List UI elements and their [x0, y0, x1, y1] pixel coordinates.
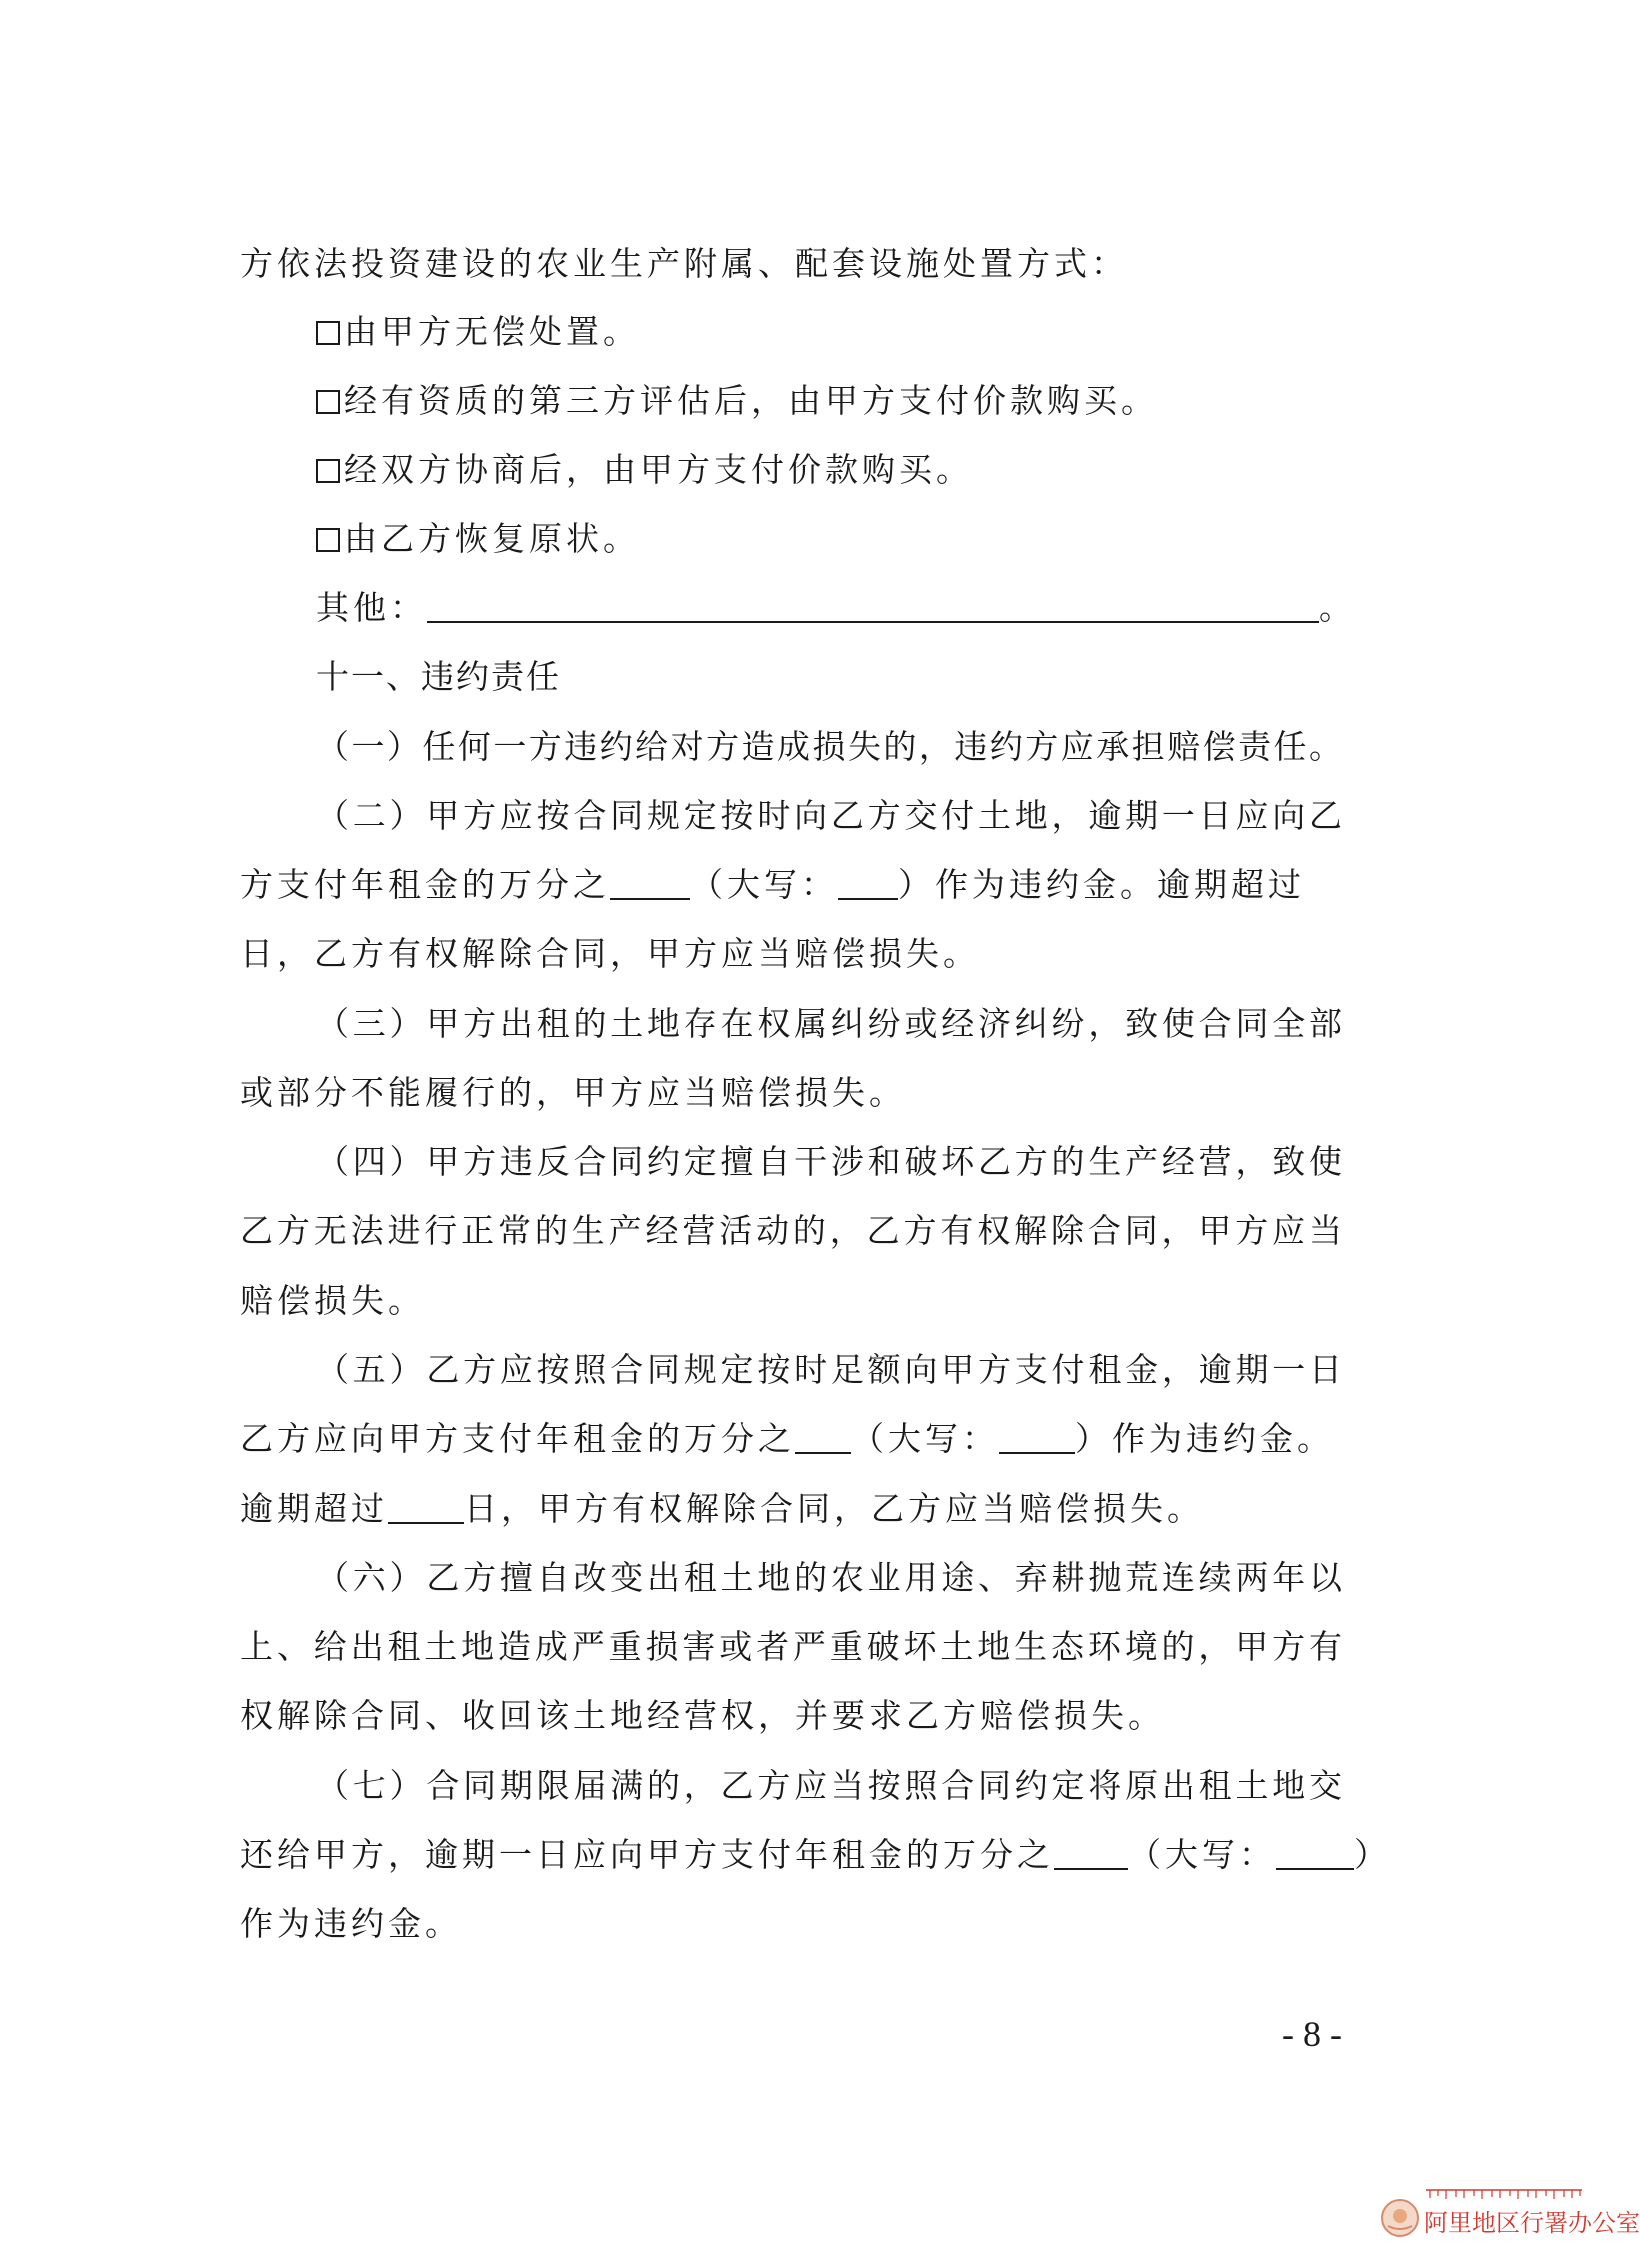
option-text: 由乙方恢复原状。: [344, 519, 640, 558]
other-end: 。: [1319, 588, 1356, 627]
amount-blank[interactable]: [838, 868, 898, 900]
clause-6-line-2: 上、给出租土地造成严重损害或者严重破坏土地生态环境的，甲方有: [240, 1627, 1342, 1666]
clause-4-line-2: 乙方无法进行正常的生产经营活动的，乙方有权解除合同，甲方应当: [240, 1211, 1342, 1250]
clause-4-line-3: 赔偿损失。: [240, 1281, 425, 1320]
option-3: [316, 450, 1342, 490]
clause-2-line-1: （二）甲方应按合同规定按时向乙方交付土地，逾期一日应向乙: [316, 796, 1342, 835]
checkbox[interactable]: [316, 390, 340, 414]
checkbox[interactable]: [316, 321, 340, 345]
text: （大写：: [851, 1419, 999, 1458]
option-4: [316, 519, 1342, 559]
clause-6-line-3: 权解除合同、收回该土地经营权，并要求乙方赔偿损失。: [240, 1696, 1165, 1735]
office-watermark: [1380, 2184, 1640, 2245]
clause-3-line-1: （三）甲方出租的土地存在权属纠纷或经济纠纷，致使合同全部: [316, 1004, 1342, 1043]
clause-5-line-2: [240, 1419, 1342, 1459]
rate-blank[interactable]: [795, 1422, 851, 1454]
other-line: [316, 588, 1356, 628]
text: 乙方应向甲方支付年租金的万分之: [240, 1419, 795, 1458]
clause-7-line-3: 作为违约金。: [240, 1904, 462, 1943]
clause-1: （一）任何一方违约给对方造成损失的，违约方应承担赔偿责任。: [316, 727, 1342, 766]
other-label: 其他：: [316, 588, 427, 627]
days-blank[interactable]: [388, 1492, 464, 1524]
checkbox[interactable]: [316, 459, 340, 483]
emblem-icon: [1380, 2198, 1420, 2238]
option-1: [316, 312, 1342, 352]
option-text: 经双方协商后，由甲方支付价款购买。: [344, 450, 973, 489]
clause-2-line-3: 日，乙方有权解除合同，甲方应当赔偿损失。: [240, 934, 980, 973]
other-blank[interactable]: [427, 591, 1319, 623]
clause-2-line-2: [240, 865, 1342, 905]
text: （大写：: [690, 865, 838, 904]
clause-7-line-1: （七）合同期限届满的，乙方应当按照合同约定将原出租土地交: [316, 1766, 1342, 1805]
text: ）: [1354, 1835, 1391, 1874]
text: ）作为违约金。逾期超过: [898, 865, 1305, 904]
option-2: [316, 381, 1342, 421]
clause-5-line-1: （五）乙方应按照合同规定按时足额向甲方支付租金，逾期一日: [316, 1350, 1342, 1389]
amount-blank[interactable]: [999, 1422, 1075, 1454]
rate-blank[interactable]: [610, 868, 690, 900]
text: 还给甲方，逾期一日应向甲方支付年租金的万分之: [240, 1835, 1054, 1874]
text: （大写：: [1128, 1835, 1276, 1874]
tibetan-script-decoration: [1424, 2186, 1584, 2202]
clause-5-line-3: [240, 1489, 1342, 1529]
page-number: - 8 -: [1282, 2014, 1342, 2054]
clause-4-line-1: （四）甲方违反合同约定擅自干涉和破坏乙方的生产经营，致使: [316, 1142, 1342, 1181]
clause-3-line-2: 或部分不能履行的，甲方应当赔偿损失。: [240, 1073, 906, 1112]
text: 逾期超过: [240, 1489, 388, 1528]
option-text: 经有资质的第三方评估后，由甲方支付价款购买。: [344, 381, 1158, 420]
amount-blank[interactable]: [1276, 1838, 1354, 1870]
rate-blank[interactable]: [1054, 1838, 1128, 1870]
watermark-text: 阿里地区行署办公室: [1424, 2209, 1640, 2237]
checkbox[interactable]: [316, 528, 340, 552]
continuation-line: 方依法投资建设的农业生产附属、配套设施处置方式：: [240, 244, 1128, 283]
clause-7-line-2: [240, 1835, 1391, 1875]
text: 方支付年租金的万分之: [240, 865, 610, 904]
text: ）作为违约金。: [1075, 1419, 1334, 1458]
clause-6-line-1: （六）乙方擅自改变出租土地的农业用途、弃耕抛荒连续两年以: [316, 1558, 1342, 1597]
text: 日，甲方有权解除合同，乙方应当赔偿损失。: [464, 1489, 1204, 1528]
section-title: 十一、违约责任: [316, 657, 561, 696]
option-text: 由甲方无偿处置。: [344, 312, 640, 351]
